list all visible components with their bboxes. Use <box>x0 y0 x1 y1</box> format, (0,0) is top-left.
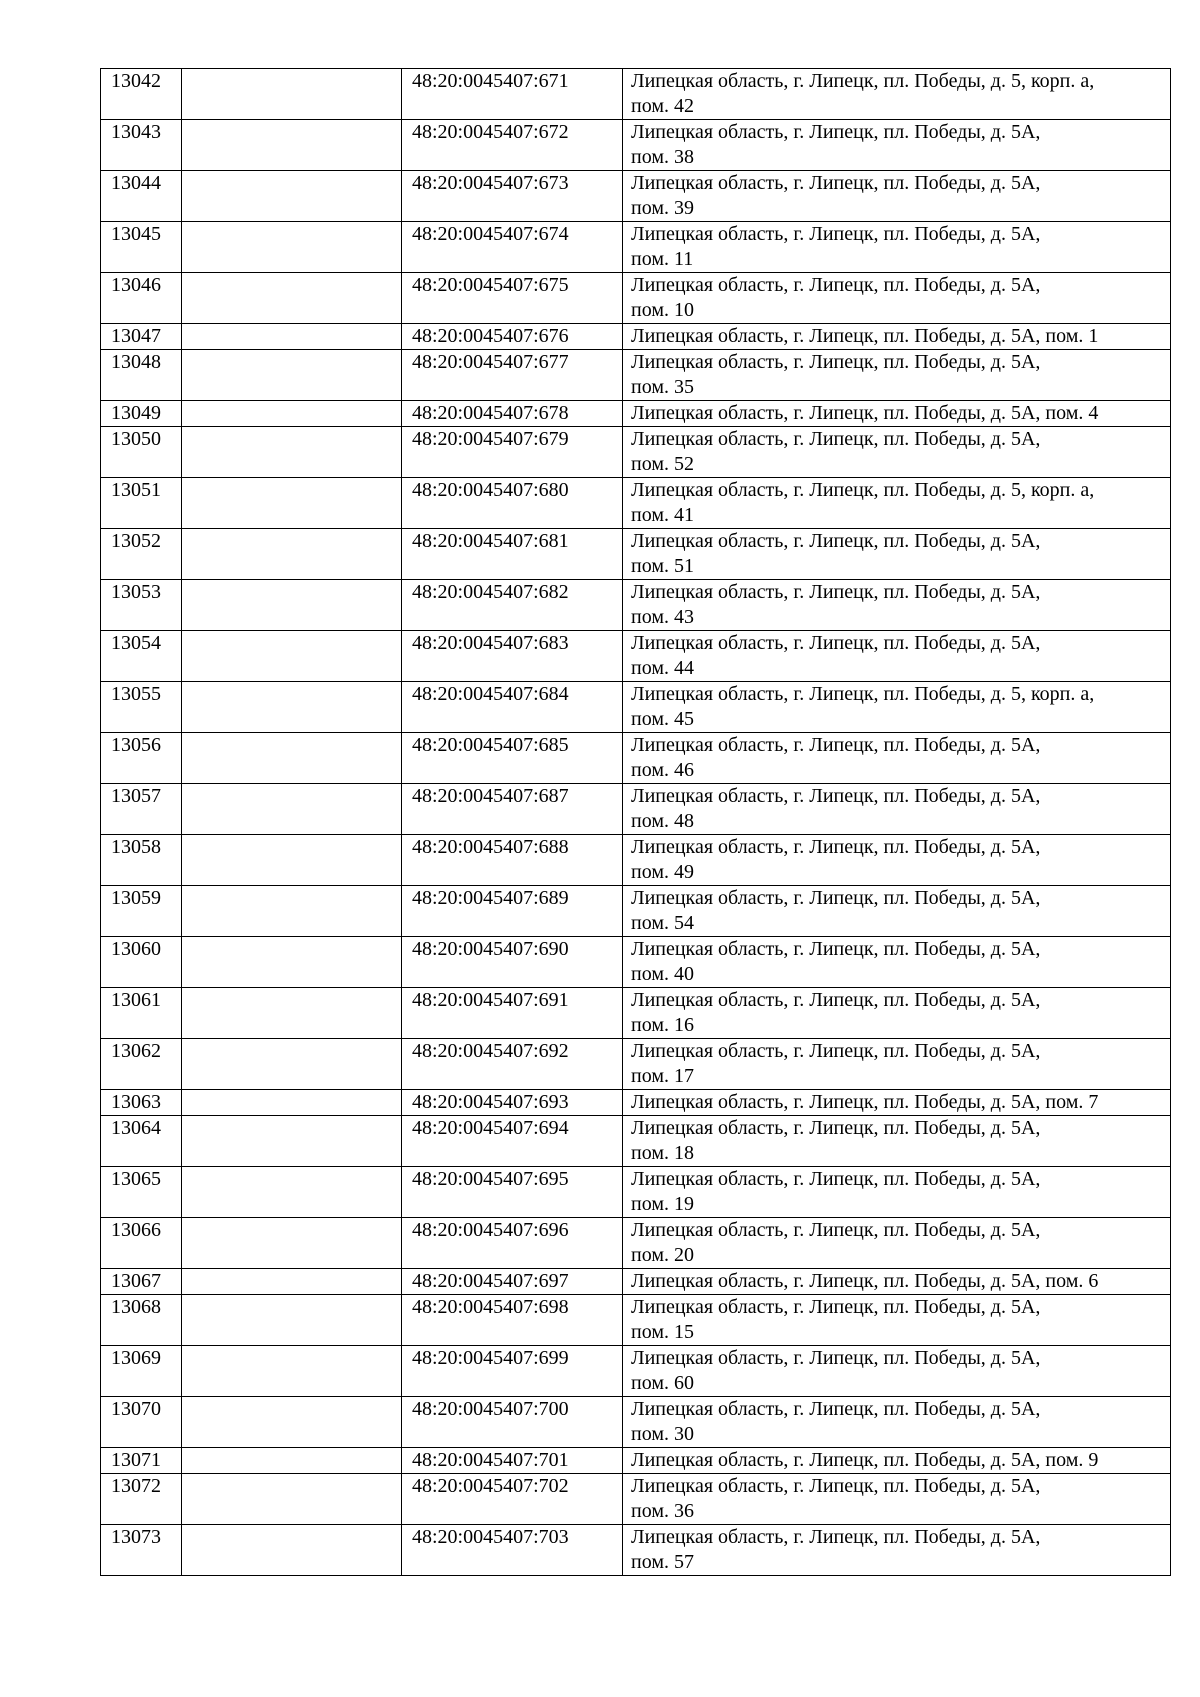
row-number-cell: 13059 <box>101 886 182 937</box>
address-line-1: Липецкая область, г. Липецк, пл. Победы, д. 5А, <box>631 1296 1041 1318</box>
address-cell <box>623 631 1171 682</box>
address-line-2: пом. 15 <box>631 1321 694 1343</box>
empty-cell <box>182 273 402 324</box>
cadastral-number-cell: 48:20:0045407:690 <box>402 937 623 988</box>
address-cell <box>623 401 1171 427</box>
address-cell <box>623 529 1171 580</box>
row-number-cell: 13058 <box>101 835 182 886</box>
address-line-2: пом. 38 <box>631 146 694 168</box>
cadastral-number-cell: 48:20:0045407:685 <box>402 733 623 784</box>
row-number-cell: 13047 <box>101 324 182 350</box>
empty-cell <box>182 69 402 120</box>
address-line-1: Липецкая область, г. Липецк, пл. Победы, д. 5А, <box>631 1526 1041 1548</box>
empty-cell <box>182 784 402 835</box>
cadastral-number-cell: 48:20:0045407:684 <box>402 682 623 733</box>
row-number-cell: 13053 <box>101 580 182 631</box>
empty-cell <box>182 1346 402 1397</box>
cadastral-number-cell: 48:20:0045407:671 <box>402 69 623 120</box>
table-row <box>101 478 1171 529</box>
address-line-1: Липецкая область, г. Липецк, пл. Победы, д. 5, корп. а, <box>631 479 1095 501</box>
address-line-2: пом. 18 <box>631 1142 694 1164</box>
table-row <box>101 401 1171 427</box>
address-line-2: пом. 51 <box>631 555 694 577</box>
row-number-cell: 13057 <box>101 784 182 835</box>
empty-cell <box>182 1397 402 1448</box>
empty-cell <box>182 937 402 988</box>
address-line-2: пом. 48 <box>631 810 694 832</box>
cadastral-number-cell: 48:20:0045407:695 <box>402 1167 623 1218</box>
address-cell <box>623 273 1171 324</box>
table-row <box>101 580 1171 631</box>
empty-cell <box>182 1474 402 1525</box>
address-line-1: Липецкая область, г. Липецк, пл. Победы, д. 5А, <box>631 785 1041 807</box>
address-cell <box>623 1039 1171 1090</box>
address-cell <box>623 682 1171 733</box>
address-line-1: Липецкая область, г. Липецк, пл. Победы, д. 5, корп. а, <box>631 70 1095 92</box>
address-line-2: пом. 46 <box>631 759 694 781</box>
cadastral-number-cell: 48:20:0045407:681 <box>402 529 623 580</box>
cadastral-number-cell: 48:20:0045407:702 <box>402 1474 623 1525</box>
empty-cell <box>182 631 402 682</box>
empty-cell <box>182 529 402 580</box>
row-number-cell: 13050 <box>101 427 182 478</box>
address-line-1: Липецкая область, г. Липецк, пл. Победы, д. 5А, <box>631 1475 1041 1497</box>
address-line-2: пом. 42 <box>631 95 694 117</box>
address-line-2: пом. 40 <box>631 963 694 985</box>
address-cell <box>623 1090 1171 1116</box>
address-cell <box>623 222 1171 273</box>
cadastral-number-cell: 48:20:0045407:694 <box>402 1116 623 1167</box>
table-row <box>101 631 1171 682</box>
table-row <box>101 120 1171 171</box>
empty-cell <box>182 682 402 733</box>
row-number-cell: 13044 <box>101 171 182 222</box>
address-line-1: Липецкая область, г. Липецк, пл. Победы, д. 5А, пом. 4 <box>631 402 1099 424</box>
row-number-cell: 13043 <box>101 120 182 171</box>
address-line-2: пом. 17 <box>631 1065 694 1087</box>
cadastral-number-cell: 48:20:0045407:680 <box>402 478 623 529</box>
cadastral-number-cell: 48:20:0045407:674 <box>402 222 623 273</box>
row-number-cell: 13051 <box>101 478 182 529</box>
cadastral-number-cell: 48:20:0045407:700 <box>402 1397 623 1448</box>
address-line-1: Липецкая область, г. Липецк, пл. Победы, д. 5А, <box>631 121 1041 143</box>
address-line-1: Липецкая область, г. Липецк, пл. Победы, д. 5А, <box>631 274 1041 296</box>
table-row <box>101 222 1171 273</box>
row-number-cell: 13045 <box>101 222 182 273</box>
empty-cell <box>182 886 402 937</box>
address-line-1: Липецкая область, г. Липецк, пл. Победы, д. 5А, <box>631 1117 1041 1139</box>
row-number-cell: 13062 <box>101 1039 182 1090</box>
address-line-2: пом. 30 <box>631 1423 694 1445</box>
address-cell <box>623 171 1171 222</box>
empty-cell <box>182 350 402 401</box>
table-row <box>101 324 1171 350</box>
address-cell <box>623 427 1171 478</box>
cadastral-number-cell: 48:20:0045407:698 <box>402 1295 623 1346</box>
row-number-cell: 13049 <box>101 401 182 427</box>
address-line-1: Липецкая область, г. Липецк, пл. Победы, д. 5А, <box>631 530 1041 552</box>
address-cell <box>623 733 1171 784</box>
table-row <box>101 1346 1171 1397</box>
table-row <box>101 886 1171 937</box>
table-row <box>101 937 1171 988</box>
row-number-cell: 13073 <box>101 1525 182 1576</box>
row-number-cell: 13071 <box>101 1448 182 1474</box>
address-line-2: пом. 54 <box>631 912 694 934</box>
row-number-cell: 13052 <box>101 529 182 580</box>
address-line-2: пом. 11 <box>631 248 694 270</box>
table-row <box>101 529 1171 580</box>
address-line-1: Липецкая область, г. Липецк, пл. Победы, д. 5А, <box>631 938 1041 960</box>
cadastral-number-cell: 48:20:0045407:676 <box>402 324 623 350</box>
address-line-2: пом. 43 <box>631 606 694 628</box>
address-cell <box>623 1218 1171 1269</box>
table-row <box>101 1474 1171 1525</box>
address-line-2: пом. 60 <box>631 1372 694 1394</box>
empty-cell <box>182 733 402 784</box>
empty-cell <box>182 171 402 222</box>
address-cell <box>623 784 1171 835</box>
empty-cell <box>182 1525 402 1576</box>
empty-cell <box>182 401 402 427</box>
empty-cell <box>182 427 402 478</box>
address-cell <box>623 1474 1171 1525</box>
cadastral-number-cell: 48:20:0045407:701 <box>402 1448 623 1474</box>
row-number-cell: 13048 <box>101 350 182 401</box>
cadastral-number-cell: 48:20:0045407:673 <box>402 171 623 222</box>
row-number-cell: 13042 <box>101 69 182 120</box>
address-line-1: Липецкая область, г. Липецк, пл. Победы, д. 5А, пом. 6 <box>631 1270 1099 1292</box>
empty-cell <box>182 324 402 350</box>
address-cell <box>623 324 1171 350</box>
table-row <box>101 350 1171 401</box>
cadastral-number-cell: 48:20:0045407:672 <box>402 120 623 171</box>
row-number-cell: 13056 <box>101 733 182 784</box>
address-line-1: Липецкая область, г. Липецк, пл. Победы, д. 5А, <box>631 1040 1041 1062</box>
address-line-2: пом. 45 <box>631 708 694 730</box>
table-row <box>101 69 1171 120</box>
address-line-2: пом. 36 <box>631 1500 694 1522</box>
address-cell <box>623 988 1171 1039</box>
cadastral-number-cell: 48:20:0045407:703 <box>402 1525 623 1576</box>
address-line-1: Липецкая область, г. Липецк, пл. Победы, д. 5А, <box>631 172 1041 194</box>
address-cell <box>623 1448 1171 1474</box>
address-cell <box>623 1397 1171 1448</box>
address-line-1: Липецкая область, г. Липецк, пл. Победы, д. 5А, <box>631 428 1041 450</box>
address-cell <box>623 1167 1171 1218</box>
address-line-2: пом. 16 <box>631 1014 694 1036</box>
address-cell <box>623 835 1171 886</box>
table-row <box>101 1090 1171 1116</box>
address-line-1: Липецкая область, г. Липецк, пл. Победы, д. 5А, <box>631 223 1041 245</box>
cadastral-number-cell: 48:20:0045407:696 <box>402 1218 623 1269</box>
row-number-cell: 13068 <box>101 1295 182 1346</box>
empty-cell <box>182 1167 402 1218</box>
cadastral-number-cell: 48:20:0045407:675 <box>402 273 623 324</box>
address-cell <box>623 937 1171 988</box>
cadastral-number-cell: 48:20:0045407:683 <box>402 631 623 682</box>
address-line-1: Липецкая область, г. Липецк, пл. Победы, д. 5А, <box>631 836 1041 858</box>
row-number-cell: 13054 <box>101 631 182 682</box>
table-row <box>101 1525 1171 1576</box>
empty-cell <box>182 1269 402 1295</box>
empty-cell <box>182 988 402 1039</box>
table-row <box>101 1039 1171 1090</box>
table-row <box>101 1167 1171 1218</box>
row-number-cell: 13069 <box>101 1346 182 1397</box>
address-line-1: Липецкая область, г. Липецк, пл. Победы, д. 5А, <box>631 887 1041 909</box>
table-row <box>101 1295 1171 1346</box>
table-row <box>101 733 1171 784</box>
empty-cell <box>182 1448 402 1474</box>
address-line-2: пом. 10 <box>631 299 694 321</box>
empty-cell <box>182 1090 402 1116</box>
address-cell <box>623 350 1171 401</box>
address-line-2: пом. 44 <box>631 657 694 679</box>
cadastral-number-cell: 48:20:0045407:688 <box>402 835 623 886</box>
cadastral-number-cell: 48:20:0045407:691 <box>402 988 623 1039</box>
registry-table-body <box>101 69 1171 1576</box>
address-cell <box>623 1295 1171 1346</box>
address-line-1: Липецкая область, г. Липецк, пл. Победы, д. 5А, <box>631 351 1041 373</box>
address-line-2: пом. 19 <box>631 1193 694 1215</box>
address-cell <box>623 886 1171 937</box>
row-number-cell: 13070 <box>101 1397 182 1448</box>
table-row <box>101 1218 1171 1269</box>
address-line-1: Липецкая область, г. Липецк, пл. Победы, д. 5А, <box>631 1219 1041 1241</box>
address-cell <box>623 580 1171 631</box>
row-number-cell: 13067 <box>101 1269 182 1295</box>
address-line-2: пом. 52 <box>631 453 694 475</box>
table-row <box>101 171 1171 222</box>
address-line-2: пом. 41 <box>631 504 694 526</box>
empty-cell <box>182 478 402 529</box>
row-number-cell: 13072 <box>101 1474 182 1525</box>
table-row <box>101 682 1171 733</box>
address-line-1: Липецкая область, г. Липецк, пл. Победы, д. 5А, <box>631 1168 1041 1190</box>
cadastral-number-cell: 48:20:0045407:687 <box>402 784 623 835</box>
empty-cell <box>182 1218 402 1269</box>
cadastral-number-cell: 48:20:0045407:693 <box>402 1090 623 1116</box>
table-row <box>101 1269 1171 1295</box>
address-line-1: Липецкая область, г. Липецк, пл. Победы, д. 5А, <box>631 1398 1041 1420</box>
address-line-1: Липецкая область, г. Липецк, пл. Победы, д. 5А, пом. 1 <box>631 325 1099 347</box>
address-line-1: Липецкая область, г. Липецк, пл. Победы, д. 5А, <box>631 1347 1041 1369</box>
table-row <box>101 1397 1171 1448</box>
table-row <box>101 273 1171 324</box>
cadastral-number-cell: 48:20:0045407:689 <box>402 886 623 937</box>
row-number-cell: 13060 <box>101 937 182 988</box>
address-cell <box>623 1346 1171 1397</box>
table-row <box>101 835 1171 886</box>
cadastral-number-cell: 48:20:0045407:682 <box>402 580 623 631</box>
table-row <box>101 784 1171 835</box>
row-number-cell: 13055 <box>101 682 182 733</box>
table-row <box>101 1448 1171 1474</box>
row-number-cell: 13063 <box>101 1090 182 1116</box>
address-cell <box>623 1525 1171 1576</box>
address-line-1: Липецкая область, г. Липецк, пл. Победы, д. 5А, <box>631 632 1041 654</box>
cadastral-number-cell: 48:20:0045407:697 <box>402 1269 623 1295</box>
row-number-cell: 13066 <box>101 1218 182 1269</box>
address-line-2: пом. 35 <box>631 376 694 398</box>
address-line-1: Липецкая область, г. Липецк, пл. Победы, д. 5А, <box>631 581 1041 603</box>
empty-cell <box>182 222 402 273</box>
empty-cell <box>182 120 402 171</box>
empty-cell <box>182 1116 402 1167</box>
cadastral-number-cell: 48:20:0045407:699 <box>402 1346 623 1397</box>
address-line-1: Липецкая область, г. Липецк, пл. Победы, д. 5А, пом. 9 <box>631 1449 1099 1471</box>
address-line-2: пом. 57 <box>631 1551 694 1573</box>
address-line-2: пом. 39 <box>631 197 694 219</box>
empty-cell <box>182 1039 402 1090</box>
row-number-cell: 13065 <box>101 1167 182 1218</box>
address-line-1: Липецкая область, г. Липецк, пл. Победы, д. 5, корп. а, <box>631 683 1095 705</box>
table-row <box>101 1116 1171 1167</box>
address-line-1: Липецкая область, г. Липецк, пл. Победы, д. 5А, пом. 7 <box>631 1091 1099 1113</box>
address-line-2: пом. 20 <box>631 1244 694 1266</box>
table-row <box>101 427 1171 478</box>
cadastral-number-cell: 48:20:0045407:678 <box>402 401 623 427</box>
address-cell <box>623 478 1171 529</box>
address-line-1: Липецкая область, г. Липецк, пл. Победы, д. 5А, <box>631 989 1041 1011</box>
address-line-2: пом. 49 <box>631 861 694 883</box>
address-cell <box>623 120 1171 171</box>
address-cell <box>623 1116 1171 1167</box>
table-row <box>101 988 1171 1039</box>
cadastral-number-cell: 48:20:0045407:679 <box>402 427 623 478</box>
empty-cell <box>182 835 402 886</box>
address-cell <box>623 69 1171 120</box>
address-cell <box>623 1269 1171 1295</box>
empty-cell <box>182 1295 402 1346</box>
registry-table <box>100 68 1171 1576</box>
row-number-cell: 13061 <box>101 988 182 1039</box>
cadastral-number-cell: 48:20:0045407:692 <box>402 1039 623 1090</box>
address-line-1: Липецкая область, г. Липецк, пл. Победы, д. 5А, <box>631 734 1041 756</box>
empty-cell <box>182 580 402 631</box>
row-number-cell: 13046 <box>101 273 182 324</box>
row-number-cell: 13064 <box>101 1116 182 1167</box>
cadastral-number-cell: 48:20:0045407:677 <box>402 350 623 401</box>
